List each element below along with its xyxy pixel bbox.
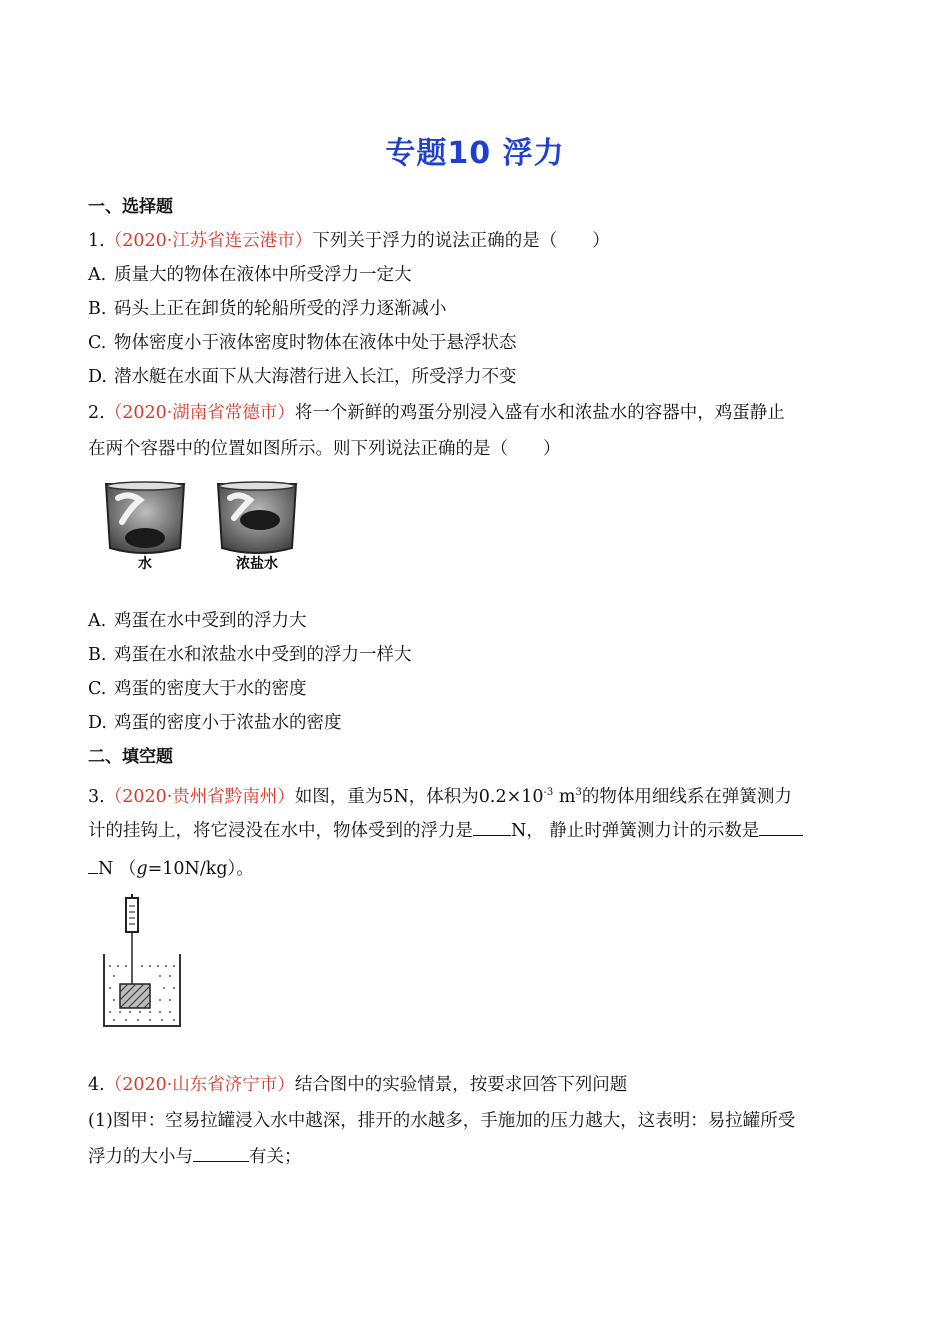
brine-label: 浓盐水 xyxy=(236,556,278,572)
question-text: 结合图中的实验情景，按要求回答下列问题 xyxy=(294,1075,628,1095)
question-number: 1. xyxy=(88,231,105,251)
question-number: 4. xyxy=(88,1075,105,1095)
question-text: 下列关于浮力的说法正确的是（ ） xyxy=(312,231,610,251)
q2-option-a: A. 鸡蛋在水中受到的浮力大 xyxy=(88,611,307,631)
egg-in-brine xyxy=(240,510,280,530)
question-2-stem-cont: 在两个容器中的位置如图所示。则下列说法正确的是（ ） xyxy=(88,439,561,459)
question-source: （2020·山东省济宁市） xyxy=(104,1075,295,1095)
water-label: 水 xyxy=(138,556,152,572)
answer-blank-factor[interactable] xyxy=(193,1143,249,1162)
answer-blank-reading[interactable] xyxy=(759,817,803,836)
egg-beakers-figure xyxy=(100,478,300,574)
answer-blank-buoyancy[interactable] xyxy=(473,817,511,836)
q2-option-b: B. 鸡蛋在水和浓盐水中受到的浮力一样大 xyxy=(88,645,412,665)
question-3-stem: 3.（2020·贵州省黔南州）如图，重为5N，体积为$0.2\times 10^{-3}$ $m^3$的物体用细线系在弹簧测力 xyxy=(88,786,792,807)
question-4-stem xyxy=(88,1068,863,1102)
water-beaker xyxy=(106,482,184,553)
question-2-stem xyxy=(88,396,863,430)
question-source: （2020·江苏省连云港市） xyxy=(104,231,313,251)
question-3-line-3: N （g=10N/kg）。 xyxy=(88,852,863,886)
spring-scale xyxy=(126,898,138,932)
question-4-part-1-cont: 浮力的大小与 有关； xyxy=(88,1140,863,1174)
brine-beaker xyxy=(218,482,296,553)
answer-blank-reading-cont[interactable] xyxy=(88,855,98,874)
q1-option-b: B. 码头上正在卸货的轮船所受的浮力逐渐减小 xyxy=(88,299,447,319)
q2-option-c: C. 鸡蛋的密度大于水的密度 xyxy=(88,679,307,699)
question-source: （2020·贵州省黔南州） xyxy=(104,786,295,807)
spring-scale-figure xyxy=(100,894,190,1034)
question-source: （2020·湖南省常德市） xyxy=(104,403,295,423)
question-3-line-2: 计的挂钩上，将它浸没在水中，物体受到的浮力是 N， 静止时弹簧测力计的示数是 xyxy=(88,814,863,848)
q1-option-c: C. 物体密度小于液体密度时物体在液体中处于悬浮状态 xyxy=(88,333,517,353)
q1-option-d: D. 潜水艇在水面下从大海潜行进入长江，所受浮力不变 xyxy=(88,367,517,387)
section-heading-fill: 二、填空题 xyxy=(88,747,173,767)
question-number: 3. xyxy=(88,786,105,807)
page-title: 专题10 浮力 xyxy=(385,136,565,171)
question-4-part-1: (1)图甲：空易拉罐浸入水中越深，排开的水越多，手施加的压力越大，这表明：易拉罐所受 xyxy=(88,1111,796,1131)
question-number: 2. xyxy=(88,403,105,423)
q1-option-a: A. 质量大的物体在液体中所受浮力一定大 xyxy=(88,265,412,285)
question-1-stem xyxy=(88,224,863,258)
question-text: 将一个新鲜的鸡蛋分别浸入盛有水和浓盐水的容器中，鸡蛋静止 xyxy=(294,403,785,423)
q2-option-d: D. 鸡蛋的密度小于浓盐水的密度 xyxy=(88,713,342,733)
egg-in-water xyxy=(125,528,165,548)
section-heading-choice: 一、选择题 xyxy=(88,197,173,217)
